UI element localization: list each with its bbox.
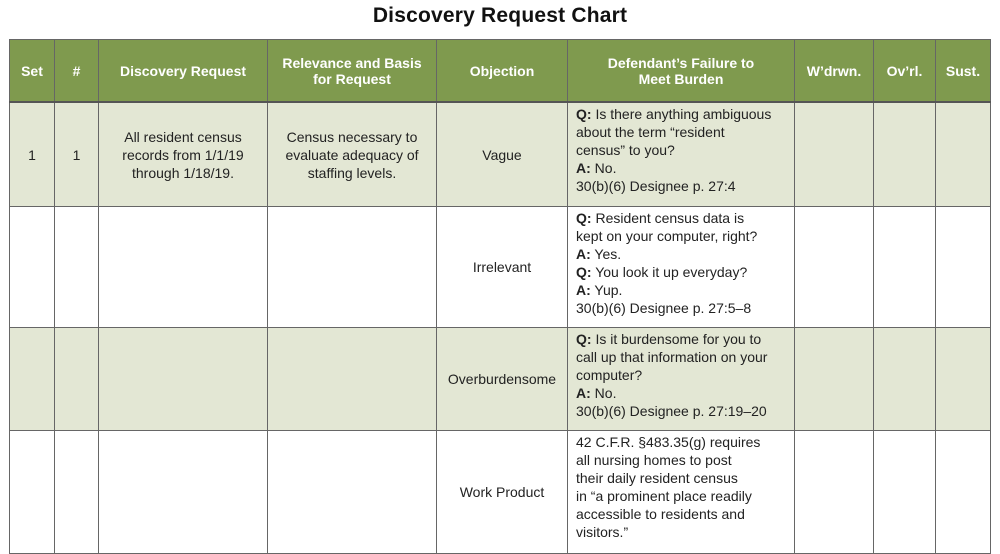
cell-withdrawn [795,328,874,431]
failure-line: Q: Is it burdensome for you to [576,331,762,347]
failure-line: call up that information on your [576,349,768,365]
failure-line: Q: Is there anything ambiguous [576,106,772,122]
cell-overruled [874,431,936,554]
request-line: All resident census [124,128,242,145]
cell-objection: Vague [437,102,568,207]
failure-line: Q: You look it up everyday? [576,264,748,280]
failure-line: accessible to residents and [576,506,745,522]
cell-discovery-request [99,102,268,207]
header-set: Set [10,40,55,103]
failure-line: Q: Resident census data is [576,210,745,226]
cell-failure [568,102,795,207]
failure-line: 30(b)(6) Designee p. 27:19–20 [576,403,767,419]
header-failure [568,40,795,103]
cell-number: 1 [55,102,99,207]
header-objection: Objection [437,40,568,103]
failure-line: visitors.” [576,524,629,540]
cell-discovery-request [99,328,268,431]
cell-objection: Irrelevant [437,207,568,328]
cell-set [10,431,55,554]
failure-line: A: Yes. [576,246,622,262]
failure-line: kept on your computer, right? [576,228,758,244]
cell-objection: Work Product [437,431,568,554]
cell-set [10,328,55,431]
cell-number [55,328,99,431]
cell-set [10,207,55,328]
cell-withdrawn [795,102,874,207]
failure-line: their daily resident census [576,470,738,486]
header-failure-line2: Meet Burden [638,70,724,87]
relevance-line: evaluate adequacy of [285,146,419,163]
cell-sustained [936,328,991,431]
table-row [10,102,991,207]
cell-relevance [268,207,437,328]
cell-overruled [874,207,936,328]
cell-discovery-request [99,431,268,554]
header-failure-line1: Defendant’s Failure to [607,54,755,71]
header-row [10,40,991,103]
header-number: # [55,40,99,103]
failure-line: A: No. [576,385,617,401]
header-discovery-request: Discovery Request [99,40,268,103]
cell-objection: Overburdensome [437,328,568,431]
table-row [10,207,991,328]
cell-discovery-request [99,207,268,328]
cell-withdrawn [795,431,874,554]
failure-line: all nursing homes to post [576,452,732,468]
cell-failure [568,431,795,554]
cell-relevance [268,328,437,431]
cell-sustained [936,102,991,207]
cell-relevance [268,431,437,554]
header-sustained: Sust. [936,40,991,103]
request-line: through 1/18/19. [132,164,234,181]
failure-line: about the term “resident [576,124,725,140]
cell-set: 1 [10,102,55,207]
cell-overruled [874,328,936,431]
failure-line: A: Yup. [576,282,623,298]
discovery-request-table [9,39,991,554]
failure-line: computer? [576,367,643,383]
table-row [10,328,991,431]
failure-line: A: No. [576,160,617,176]
cell-sustained [936,207,991,328]
failure-line: in “a prominent place readily [576,488,752,504]
cell-withdrawn [795,207,874,328]
failure-line: 30(b)(6) Designee p. 27:5–8 [576,300,752,316]
cell-number [55,207,99,328]
table-row [10,431,991,554]
relevance-line: Census necessary to [286,128,418,145]
header-overruled: Ov’rl. [874,40,936,103]
failure-line: census” to you? [576,142,675,158]
request-line: records from 1/1/19 [122,146,244,163]
failure-line: 30(b)(6) Designee p. 27:4 [576,178,736,194]
failure-line: 42 C.F.R. §483.35(g) requires [576,434,761,450]
cell-number [55,431,99,554]
chart-title: Discovery Request Chart [372,4,628,27]
relevance-line: staffing levels. [307,164,397,181]
header-relevance [268,40,437,103]
cell-relevance [268,102,437,207]
header-withdrawn: W’drwn. [795,40,874,103]
header-relevance-line1: Relevance and Basis [282,54,422,71]
header-relevance-line2: for Request [313,70,391,87]
cell-failure [568,328,795,431]
cell-failure [568,207,795,328]
cell-sustained [936,431,991,554]
cell-overruled [874,102,936,207]
